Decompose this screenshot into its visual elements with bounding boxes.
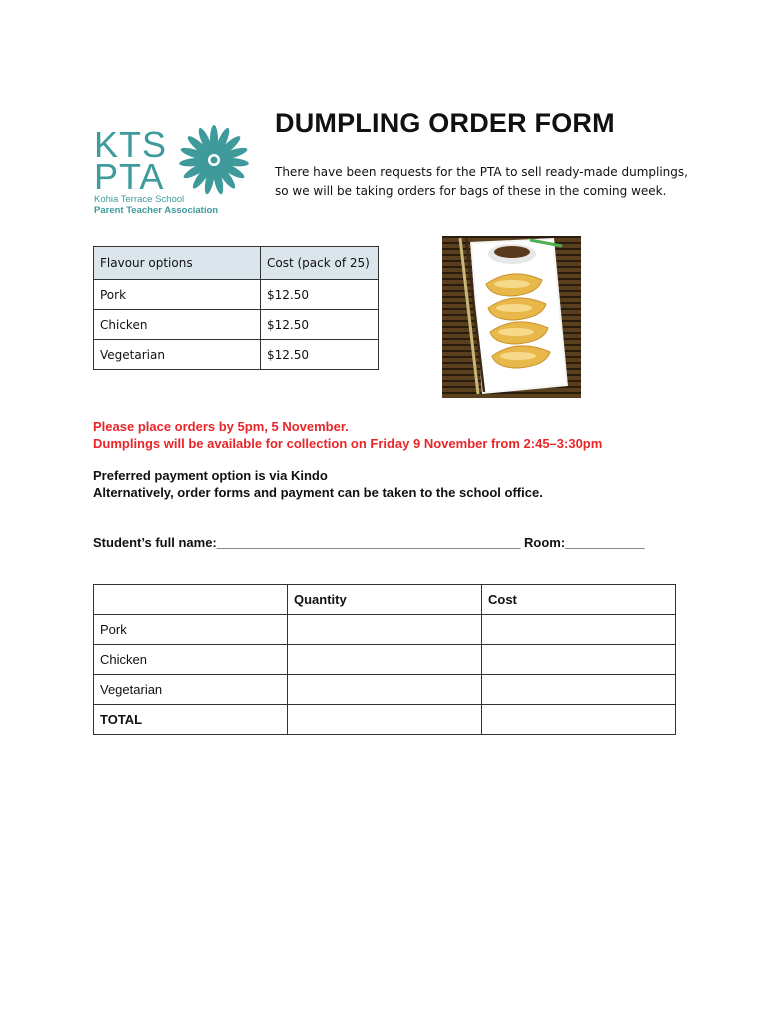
price-table-header bbox=[94, 247, 379, 280]
logo-school-name: Kohia Terrace School bbox=[94, 194, 185, 205]
item-cell: Vegetarian bbox=[94, 675, 288, 705]
logo-association-name: Parent Teacher Association bbox=[94, 205, 219, 216]
item-cell: Pork bbox=[94, 615, 288, 645]
cost-cell[interactable] bbox=[482, 675, 676, 705]
quantity-cell[interactable] bbox=[288, 615, 482, 645]
notice-line: Please place orders by 5pm, 5 November. bbox=[93, 419, 349, 434]
flavour-cell: Vegetarian bbox=[94, 340, 261, 370]
student-name-room-line: Student’s full name:__________________________________________ Room:___________ bbox=[93, 535, 645, 550]
total-label-cell: TOTAL bbox=[94, 705, 288, 735]
intro-text bbox=[275, 163, 695, 201]
intro-line: so we will be taking orders for bags of these in the coming week. bbox=[275, 184, 667, 198]
header-cost: Cost bbox=[482, 585, 676, 615]
cost-cell[interactable] bbox=[482, 615, 676, 645]
logo-kts-text: KTS bbox=[94, 124, 168, 165]
table-row bbox=[94, 280, 379, 310]
quantity-cell[interactable] bbox=[288, 675, 482, 705]
flavour-cell: Pork bbox=[94, 280, 261, 310]
table-row bbox=[94, 310, 379, 340]
page-title: DUMPLING ORDER FORM bbox=[275, 108, 615, 138]
item-cell: Chicken bbox=[94, 645, 288, 675]
header-flavour: Flavour options bbox=[94, 247, 261, 280]
flavour-cell: Chicken bbox=[94, 310, 261, 340]
dumplings-illustration bbox=[442, 236, 581, 398]
header-quantity: Quantity bbox=[288, 585, 482, 615]
header-item bbox=[94, 585, 288, 615]
flower-icon bbox=[178, 124, 250, 196]
notice-line: Dumplings will be available for collection on Friday 9 November from 2:45–3:30pm bbox=[93, 436, 603, 451]
dumplings-photo bbox=[442, 236, 581, 398]
cost-cell: $12.50 bbox=[261, 280, 379, 310]
order-table bbox=[93, 584, 676, 735]
logo-pta-text: PTA bbox=[94, 156, 165, 197]
header-cost: Cost (pack of 25) bbox=[261, 247, 379, 280]
intro-line: There have been requests for the PTA to sell ready-made dumplings, bbox=[275, 165, 688, 179]
quantity-cell[interactable] bbox=[288, 645, 482, 675]
table-row bbox=[94, 340, 379, 370]
cost-cell[interactable] bbox=[482, 645, 676, 675]
table-row bbox=[94, 675, 676, 705]
payment-line: Preferred payment option is via Kindo bbox=[93, 468, 328, 483]
cost-cell: $12.50 bbox=[261, 340, 379, 370]
kts-pta-logo bbox=[92, 122, 250, 218]
cost-cell: $12.50 bbox=[261, 310, 379, 340]
table-row bbox=[94, 645, 676, 675]
price-table bbox=[93, 246, 379, 370]
quantity-cell[interactable] bbox=[288, 705, 482, 735]
table-row bbox=[94, 615, 676, 645]
order-table-header bbox=[94, 585, 676, 615]
payment-line: Alternatively, order forms and payment can be taken to the school office. bbox=[93, 485, 543, 500]
table-row bbox=[94, 705, 676, 735]
order-deadline-notice bbox=[93, 418, 602, 452]
payment-info bbox=[93, 467, 543, 501]
cost-cell[interactable] bbox=[482, 705, 676, 735]
